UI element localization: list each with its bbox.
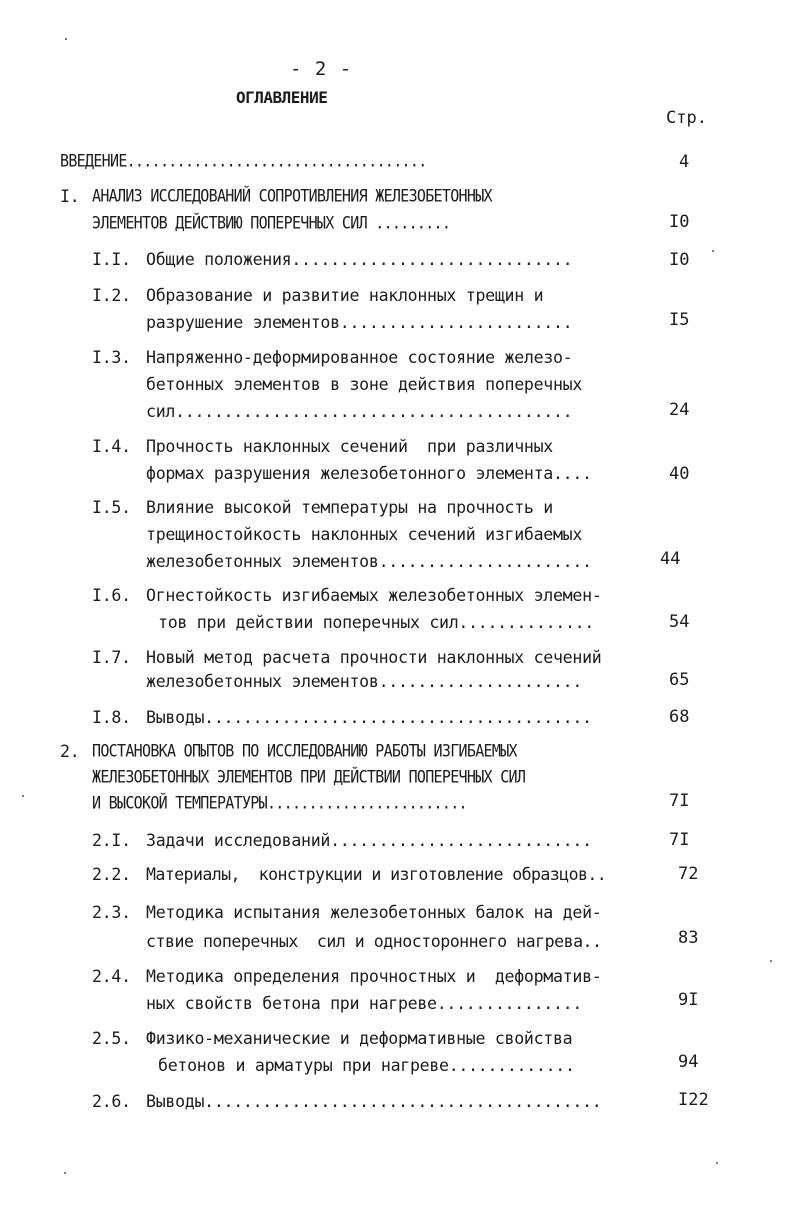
page-number: - 2 - [290,58,353,80]
toc-entry-number: I.2. [92,286,131,305]
toc-entry-title-line: трещиностойкость наклонных сечений изгибаемых [146,525,583,544]
toc-entry-title-line: сил......................................... [146,402,573,421]
toc-entry-number: 2.3. [92,903,131,922]
toc-entry-title-line: железобетонных элементов...................... [146,552,592,571]
scan-speck [712,250,714,252]
toc-entry-number: I.I. [92,250,131,269]
toc-entry-title-line: бетонных элементов в зоне действия поперечных [146,375,583,394]
toc-entry-page: 68 [669,707,690,727]
toc-entry-number: I.8. [92,708,131,727]
toc-entry-page: I0 [669,250,690,270]
toc-entry-title-line: ных свойств бетона при нагреве............... [146,994,583,1013]
toc-entry-number: I.7. [92,648,131,667]
toc-entry-number: I.5. [92,498,131,517]
toc-entry-title-line: Выводы......................................... [146,1092,602,1111]
toc-entry-title-line: Физико-механические и деформативные свойства [146,1029,573,1048]
toc-entry-title-line: ЭЛЕМЕНТОВ ДЕЙСТВИЮ ПОПЕРЕЧНЫХ СИЛ ......... [92,212,451,234]
toc-entry-title-line: ПОСТАНОВКА ОПЫТОВ ПО ИССЛЕДОВАНИЮ РАБОТЫ ИЗГИБАЕМЫХ [92,740,517,762]
toc-entry-title-line: ствие поперечных сил и одностороннего нагрева.. [146,932,602,951]
toc-entry-page: 40 [669,464,690,484]
scan-speck [22,795,24,797]
toc-entry-title-line: АНАЛИЗ ИССЛЕДОВАНИЙ СОПРОТИВЛЕНИЯ ЖЕЛЕЗОБЕТОННЫХ [92,185,492,207]
toc-entry-page: I22 [678,1090,709,1110]
toc-entry-number: I.3. [92,348,131,367]
toc-entry-title-line: Методика определения прочностных и деформатив- [146,967,602,986]
toc-entry-title-line: тов при действии поперечных сил.............. [158,613,595,632]
toc-entry-title-line: Выводы........................................ [146,708,592,727]
toc-entry-page: 44 [660,549,681,569]
toc-entry-title-line: Материалы, конструкции и изготовление образцов.. [146,865,607,884]
toc-entry-number: I. [60,187,80,206]
toc-entry-page: 65 [669,670,690,690]
scan-speck [716,1162,718,1164]
toc-entry-title-line: ВВЕДЕНИЕ.................................... [60,150,427,172]
scan-speck [65,38,67,40]
toc-entry-title-line: Образование и развитие наклонных трещин и [146,286,544,305]
toc-entry-title-line: Новый метод расчета прочности наклонных сечений [146,648,602,667]
scan-speck [64,1172,66,1174]
toc-entry-number: I.4. [92,437,131,456]
toc-entry-page: 9I [678,990,699,1010]
toc-entry-title-line: Общие положения............................. [146,250,573,269]
scan-speck [770,960,772,962]
toc-entry-title-line: Задачи исследований........................... [146,831,592,850]
toc-entry-title-line: Прочность наклонных сечений при различных [146,437,553,456]
toc-entry-number: 2.2. [92,865,131,884]
toc-entry-title-line: Методика испытания железобетонных балок на дей- [146,903,602,922]
toc-entry-page: 72 [678,864,699,884]
toc-entry-number: 2.I. [92,831,131,850]
toc-entry-title-line: Влияние высокой температуры на прочность и [146,498,553,517]
toc-entry-title-line: Напряженно-деформированное состояние железо- [146,348,573,367]
toc-entry-page: 94 [678,1052,699,1072]
toc-entry-page: 83 [678,928,699,948]
toc-entry-title-line: И ВЫСОКОЙ ТЕМПЕРАТУРЫ........................ [92,792,467,814]
toc-entry-page: 7I [669,830,690,850]
toc-entry-title-line: железобетонных элементов..................... [146,672,583,691]
toc-entry-page: I0 [669,212,690,232]
toc-entry-page: 24 [669,400,690,420]
toc-entry-title-line: бетонов и арматуры при нагреве............. [158,1056,575,1075]
page-column-header: Стр. [666,108,707,128]
document-title: ОГЛАВЛЕНИЕ [236,88,328,107]
toc-entry-page: I5 [669,310,690,330]
toc-entry-number: 2.4. [92,967,131,986]
toc-entry-page: 7I [669,791,690,811]
toc-entry-number: 2. [60,742,80,761]
toc-entry-page: 54 [669,612,690,632]
toc-entry-number: I.6. [92,586,131,605]
toc-entry-title-line: разрушение элементов........................ [146,313,573,332]
toc-entry-page: 4 [679,152,690,172]
toc-entry-number: 2.5. [92,1029,131,1048]
toc-entry-title-line: формах разрушения железобетонного элемента.... [146,464,592,483]
toc-entry-title-line: Огнестойкость изгибаемых железобетонных элемен- [146,586,602,605]
toc-entry-title-line: ЖЕЛЕЗОБЕТОННЫХ ЭЛЕМЕНТОВ ПРИ ДЕЙСТВИИ ПОПЕРЕЧНЫХ СИЛ [92,766,526,788]
toc-entry-number: 2.6. [92,1092,131,1111]
